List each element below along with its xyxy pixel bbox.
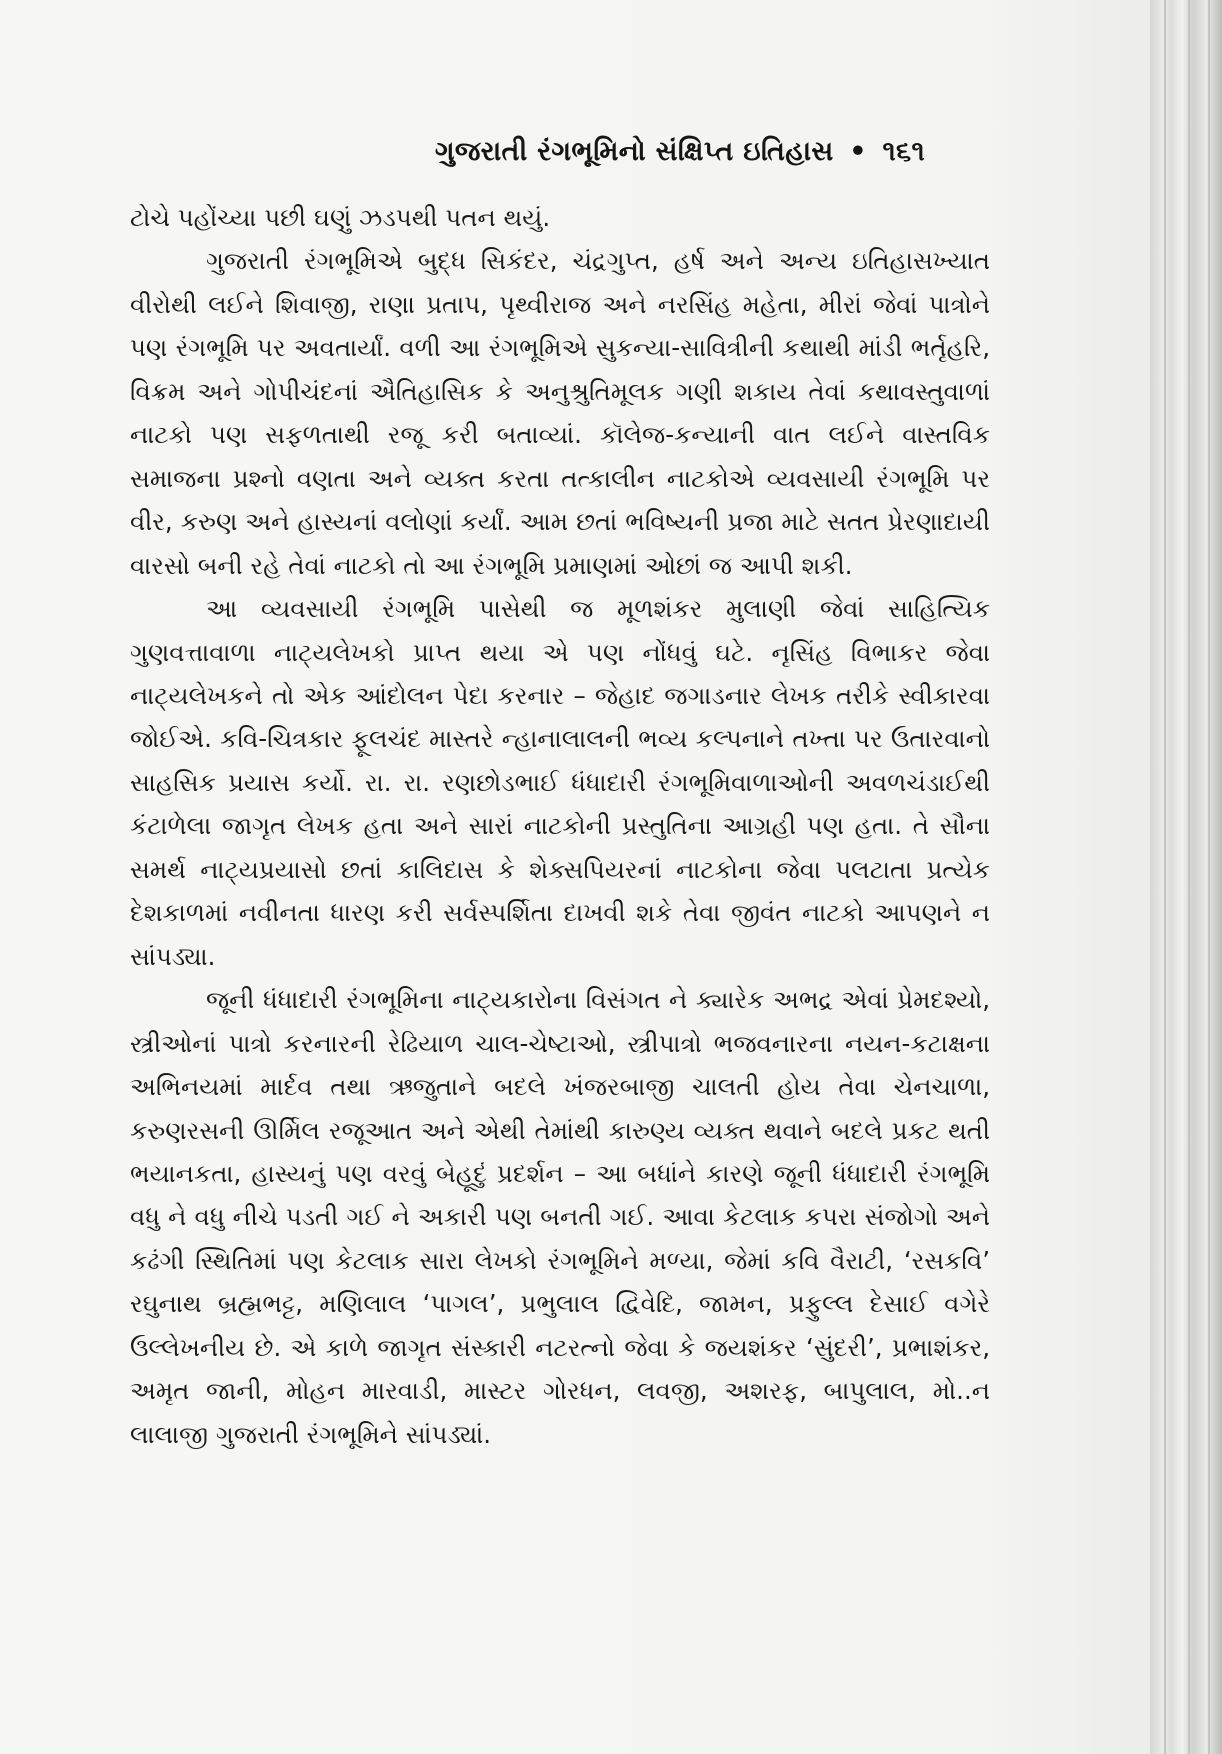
paragraph-1: ટોચે પહોંચ્યા પછી ઘણું ઝડપથી પતન થયું. bbox=[130, 203, 551, 232]
page-edge-line bbox=[1188, 0, 1190, 1754]
paragraph-4: જૂની ધંધાદારી રંગભૂમિના નાટ્યકારોના વિસંગત ને ક્યારેક અભદ્ર એવાં પ્રેમદશ્યો, સ્ત્રીઓનાં પાત્રો કરનારની રેઢિયાળ ચાલ-ચેષ્ટાઓ, સ્ત્રીપાત્રો ભજવનારના નયન-કટાક્ષના અભિનયમાં માર્દવ તથા ઋજુતાને બદલે ખંજરબાજી ચાલતી હોય તેવા ચેનચાળા, કરુણરસની ઊર્મિલ રજૂઆત અને એથી તેમાંથી કારુણ્ય વ્યક્ત થવાને બદલે પ્રકટ થતી ભયાનકતા, હાસ્યનું પણ વરવું બેહૂદું પ્રદર્શન – આ બધાંને કારણે જૂની ધંધાદારી રંગભૂમિ વધુ ને વધુ નીચે પડતી ગઈ ને અકારી પણ બનતી ગઈ. આવા કેટલાક કપરા સંજોગો અને કઢંગી સ્થિતિમાં પણ કેટલાક સારા લેખકો રંગભૂમિને મળ્યા, જેમાં કવિ વૈરાટી, ‘રસકવિ’ રઘુનાથ બ્રહ્મભટ્ટ, મણિલાલ ‘પાગલ’, પ્રભુલાલ દ્વિવેદિ, જામન, પ્રફુલ્લ દેસાઈ વગેરે ઉલ્લેખનીય છે. એ કાળે જાગૃત સંસ્કારી નટરત્નો જેવા કે જયશંકર ‘સુંદરી’, પ્રભાશંકર, અમૃત જાની, મોહન મારવાડી, માસ્ટર ગોરધન, લવજી, અશરફ, બાપુલાલ, મો..ન લાલાજી ગુજરાતી રંગભૂમિને સાંપડ્યાં. bbox=[130, 985, 990, 1449]
page-stack-edge bbox=[1150, 0, 1222, 1754]
paragraph-3: આ વ્યવસાયી રંગભૂમિ પાસેથી જ મૂળશંકર મુલાણી જેવાં સાહિત્યિક ગુણવત્તાવાળા નાટ્યલેખકો પ્રાપ્ત થયા એ પણ નોંધવું ઘટે. નૃસિંહ વિભાકર જેવા નાટ્યલેખકને તો એક આંદોલન પેદા કરનાર – જેહાદ જગાડનાર લેખક તરીકે સ્વીકારવા જોઈએ. કવિ-ચિત્રકાર ફૂલચંદ માસ્તરે ન્હાનાલાલની ભવ્ય કલ્પનાને તખ્તા પર ઉતારવાનો સાહસિક પ્રયાસ કર્યો. રા. રા. રણછોડભાઈ ધંધાદારી રંગભૂમિવાળાઓની અવળચંડાઈથી કંટાળેલા જાગૃત લેખક હતા અને સારાં નાટકોની પ્રસ્તુતિના આગ્રહી પણ હતા. તે સૌના સમર્થ નાટ્યપ્રયાસો છતાં કાલિદાસ કે શેક્સપિયરનાં નાટકોના જેવા પલટાતા પ્રત્યેક દેશકાળમાં નવીનતા ધારણ કરી સર્વસ્પર્શિતા દાખવી શકે તેવા જીવંત નાટકો આપણને ન સાંપડ્યા. bbox=[130, 594, 990, 971]
running-head bbox=[435, 136, 925, 168]
page-number: ૧૬૧ bbox=[882, 136, 925, 167]
page-edge-line bbox=[1208, 0, 1210, 1754]
page-edge-line bbox=[1164, 0, 1166, 1754]
running-head-bullet: • bbox=[849, 136, 867, 167]
body-text bbox=[130, 196, 990, 1456]
paragraph-2: ગુજરાતી રંગભૂમિએ બુદ્ધ સિકંદર, ચંદ્રગુપ્ત, હર્ષ અને અન્ય ઇતિહાસખ્યાત વીરોથી લઈને શિવાજી, રાણા પ્રતાપ, પૃથ્વીરાજ અને નરસિંહ મહેતા, મીરાં જેવાં પાત્રોને પણ રંગભૂમિ પર અવતાર્યાં. વળી આ રંગભૂમિએ સુકન્યા-સાવિત્રીની કથાથી માંડી ભર્તૃહરિ, વિક્રમ અને ગોપીચંદનાં ઐતિહાસિક કે અનુશ્રુતિમૂલક ગણી શકાય તેવાં કથાવસ્તુવાળાં નાટકો પણ સફળતાથી રજૂ કરી બતાવ્યાં. કૉલેજ-કન્યાની વાત લઈને વાસ્તવિક સમાજના પ્રશ્નો વણતા અને વ્યક્ત કરતા તત્કાલીન નાટકોએ વ્યવસાયી રંગભૂમિ પર વીર, કરુણ અને હાસ્યનાં વલોણાં કર્યાં. આમ છતાં ભવિષ્યની પ્રજા માટે સતત પ્રેરણાદાયી વારસો બની રહે તેવાં નાટકો તો આ રંગભૂમિ પ્રમાણમાં ઓછાં જ આપી શકી. bbox=[130, 246, 990, 580]
running-head-title: ગુજરાતી રંગભૂમિનો સંક્ષિપ્ત ઇતિહાસ bbox=[434, 136, 834, 167]
